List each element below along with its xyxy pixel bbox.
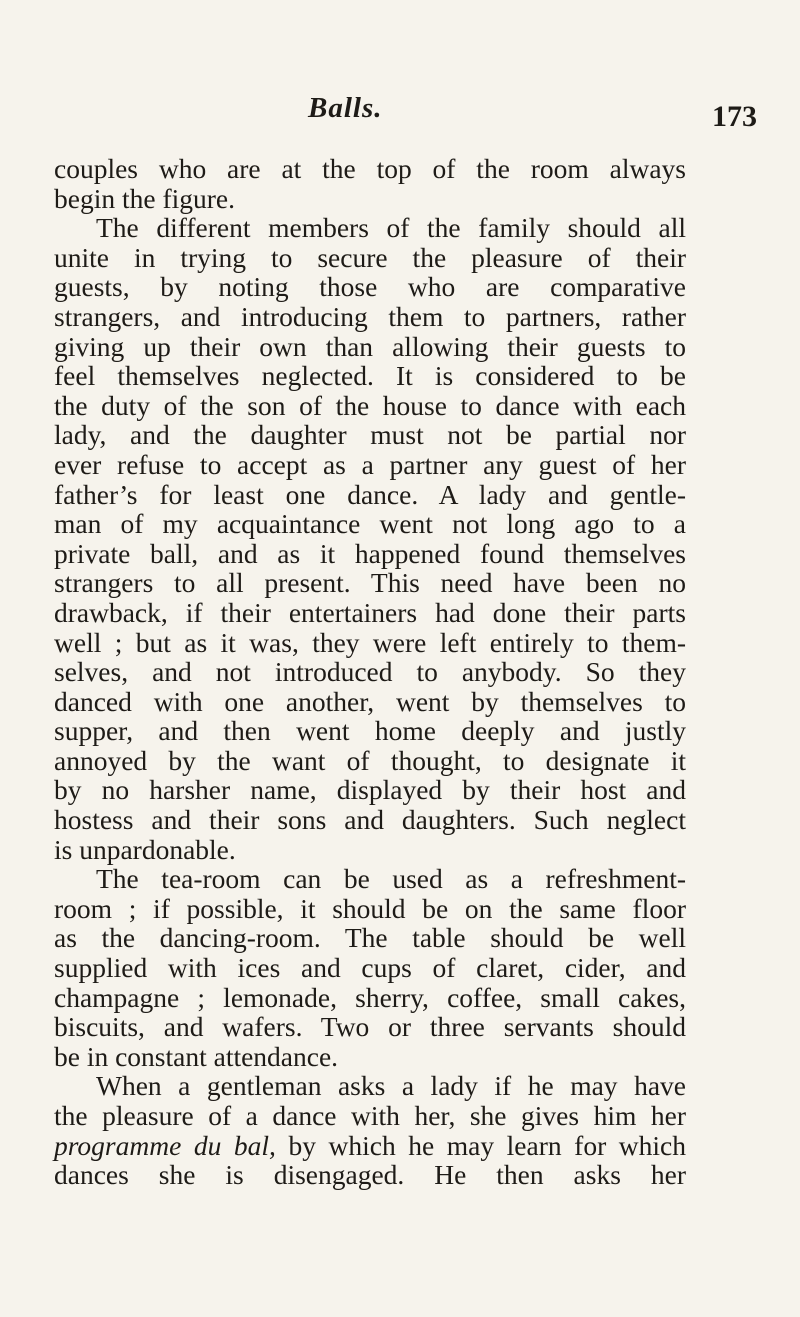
text-line: feel themselves neglected. It is considered to be	[54, 360, 686, 392]
text-line: giving up their own than allowing their guests to	[54, 330, 686, 362]
text-line: biscuits, and wafers. Two or three servants should	[54, 1011, 686, 1043]
text-line: dances she is disengaged. He then asks her	[54, 1159, 686, 1191]
text-line: strangers, and introducing them to partners, rather	[54, 300, 686, 332]
text-line: supplied with ices and cups of claret, cider, and	[54, 952, 686, 984]
text-line: the pleasure of a dance with her, she gives him her	[54, 1100, 686, 1131]
text-line: father’s for least one dance. A lady and gentle-	[54, 478, 686, 510]
text-line: couples who are at the top of the room always	[54, 153, 686, 184]
running-head	[0, 92, 800, 132]
body-text	[54, 154, 686, 1190]
text-line: is unpardonable.	[54, 833, 236, 865]
text-fragment: by which he may learn for which	[275, 1129, 686, 1161]
text-line	[54, 1131, 686, 1161]
text-line: private ball, and as it happened found themselves	[54, 537, 686, 569]
text-line: the duty of the son of the house to dance with each	[54, 389, 686, 421]
running-title: Balls.	[308, 92, 383, 124]
text-line: danced with one another, went by themselves to	[54, 685, 686, 717]
text-line: ever refuse to accept as a partner any guest of her	[54, 448, 686, 480]
text-line: guests, by noting those who are comparative	[54, 271, 686, 303]
text-line: The different members of the family should all	[96, 212, 686, 244]
text-line: be in constant attendance.	[54, 1040, 339, 1072]
text-line: by no harsher name, displayed by their host and	[54, 774, 686, 806]
text-line: drawback, if their entertainers had done their parts	[54, 596, 686, 628]
text-line: When a gentleman asks a lady if he may have	[96, 1070, 686, 1102]
text-line: room ; if possible, it should be on the same floor	[54, 892, 686, 924]
text-line: strangers to all present. This need have been no	[54, 567, 686, 599]
text-line: man of my acquaintance went not long ago to a	[54, 508, 686, 540]
text-line: supper, and then went home deeply and justly	[54, 715, 686, 747]
text-line: well ; but as it was, they were left entirely to them-	[54, 626, 686, 658]
text-line: lady, and the daughter must not be partial nor	[54, 419, 686, 451]
text-line: selves, and not introduced to anybody. So they	[54, 656, 686, 688]
text-line: annoyed by the want of thought, to designate it	[54, 744, 686, 776]
text-line: begin the figure.	[54, 182, 235, 214]
text-line: champagne ; lemonade, sherry, coffee, small cakes,	[54, 981, 686, 1013]
text-line: unite in trying to secure the pleasure of their	[54, 241, 686, 273]
text-line: hostess and their sons and daughters. Such neglect	[54, 804, 686, 836]
text-line: as the dancing-room. The table should be well	[54, 922, 686, 954]
page-number: 173	[712, 100, 757, 133]
text-line: The tea-room can be used as a refreshment-	[96, 863, 686, 895]
italic-phrase: programme du bal,	[54, 1129, 276, 1161]
